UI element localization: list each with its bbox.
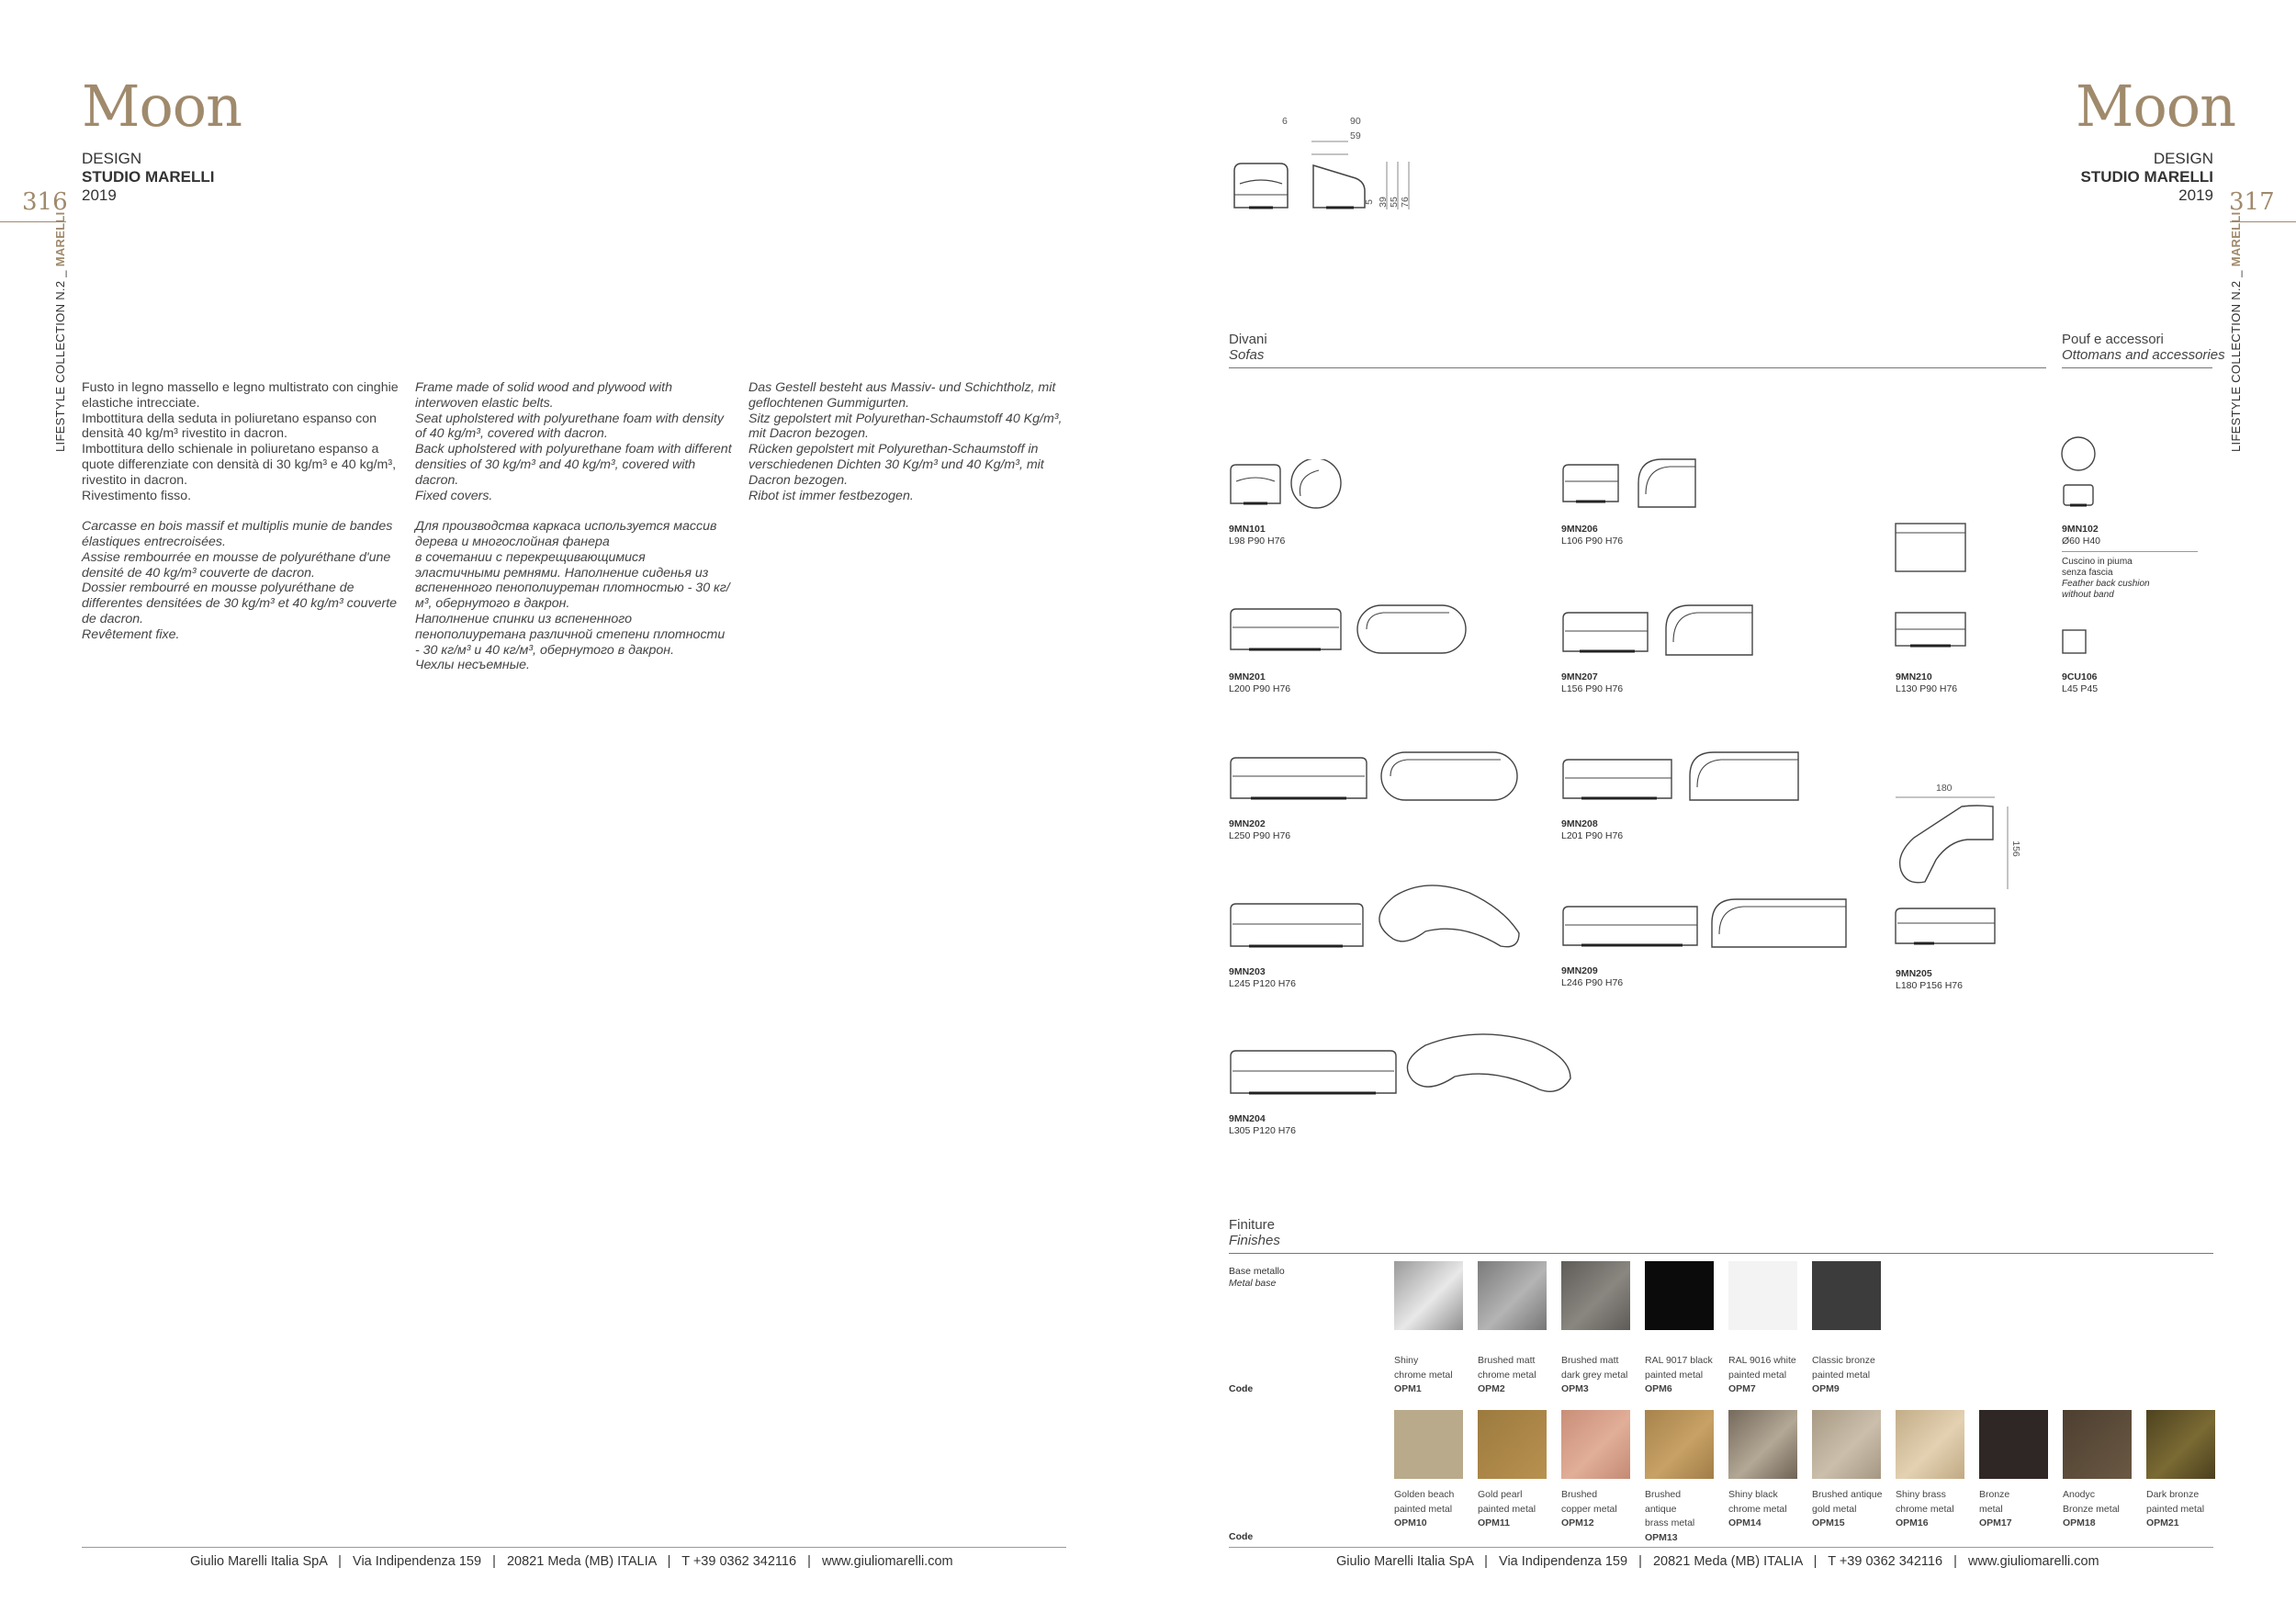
section-ottomans-it: Pouf e accessori: [2062, 332, 2164, 347]
page-number-right: 317: [2229, 188, 2275, 216]
swatch-material: chrome metal: [1394, 1369, 1453, 1381]
swatch-label-OPM17: [1979, 1488, 2053, 1531]
drawing-9MN209: [1561, 896, 1851, 953]
swatch-label-OPM12: [1561, 1488, 1635, 1531]
product-9MN101: [1229, 524, 1285, 547]
product-9MN203: [1229, 966, 1296, 989]
swatch-code: OPM11: [1478, 1517, 1511, 1528]
product-code: 9MN203: [1229, 966, 1266, 977]
code-label-row1: Code: [1229, 1383, 1254, 1394]
swatch-material: painted metal: [1394, 1503, 1453, 1515]
sofas-rule: [1229, 367, 2046, 368]
drawing-9MN102: [2061, 435, 2099, 511]
description-italian-french: [82, 380, 399, 658]
footer-rule-right: [1229, 1547, 2213, 1548]
ottomans-rule: [2062, 367, 2212, 368]
dim-5: 5: [1363, 199, 1375, 205]
swatch-OPM18: [2063, 1410, 2132, 1479]
swatch-material: painted metal: [1728, 1369, 1787, 1381]
swatch-OPM7: [1728, 1261, 1797, 1330]
drawing-9CU106: [2061, 628, 2088, 656]
product-code: 9MN202: [1229, 818, 1266, 829]
cushion-note-l4: without band: [2062, 590, 2114, 600]
drawing-9MN201: [1229, 602, 1472, 659]
product-code: 9MN201: [1229, 671, 1266, 682]
swatch-name: Brushed matt: [1478, 1355, 1536, 1366]
description-de: Das Gestell besteht aus Massiv- und Schichtholz, mit geflochtenen Gummigurten. Sitz gepolstert mit Polyurethan-Schaumstoff 40 Kg/m³, mit Dacron bezogen. Rücken gepolstert mit Polyurethan-Schaumstoff in verschiedenen Dichten 30 Kg/m³ und 40 Kg/m³, mit Dacron bezogen. Ribot ist immer festbezogen.: [748, 380, 1063, 503]
product-9MN201: [1229, 671, 1290, 694]
swatch-code: OPM13: [1645, 1531, 1678, 1543]
product-code: 9MN210: [1896, 671, 1932, 682]
drawing-9MN205-front: [1894, 905, 1999, 951]
swatch-label-OPM18: [2063, 1488, 2136, 1531]
product-dims: L250 P90 H76: [1229, 829, 1291, 841]
product-dims: L156 P90 H76: [1561, 682, 1624, 694]
swatch-name: Shiny: [1394, 1355, 1419, 1366]
swatch-OPM12: [1561, 1410, 1630, 1479]
product-code: 9MN209: [1561, 965, 1598, 976]
product-dims: L245 P120 H76: [1229, 977, 1296, 989]
swatch-name: RAL 9017 black: [1645, 1355, 1713, 1366]
product-code: 9MN208: [1561, 818, 1598, 829]
section-sofas-en: Sofas: [1229, 347, 1265, 363]
drawing-9MN210-front: [1894, 611, 1969, 653]
drawing-9MN202: [1229, 749, 1523, 806]
swatch-name: Brushed matt: [1561, 1355, 1619, 1366]
swatch-OPM9: [1812, 1261, 1881, 1330]
swatch-material: chrome metal: [1478, 1369, 1536, 1381]
product-9CU106: [2062, 671, 2098, 694]
side-label-right: [2229, 211, 2243, 452]
swatch-name: Brushed: [1561, 1489, 1598, 1500]
code-label-row2: Code: [1229, 1531, 1254, 1542]
swatch-label-OPM14: [1728, 1488, 1802, 1531]
design-label: DESIGN: [2153, 150, 2213, 167]
swatch-OPM3: [1561, 1261, 1630, 1330]
swatch-code: OPM12: [1561, 1517, 1594, 1528]
swatch-material: gold metal: [1812, 1503, 1857, 1515]
side-label-brand: MARELLI: [2229, 211, 2243, 267]
product-code: 9MN102: [2062, 524, 2099, 535]
swatch-name: Shiny black: [1728, 1489, 1778, 1500]
swatch-label-OPM9: [1812, 1354, 1885, 1397]
section-finishes-en: Finishes: [1229, 1233, 1280, 1248]
swatch-name: Anodyc: [2063, 1489, 2096, 1500]
swatch-code: OPM3: [1561, 1383, 1589, 1394]
swatch-code: OPM21: [2146, 1517, 2179, 1528]
description-english-russian: [415, 380, 732, 689]
metal-base-it: Base metallo: [1229, 1266, 1285, 1277]
armchair-side-view: [1308, 162, 1455, 219]
description-it: Fusto in legno massello e legno multistrato con cinghie elastiche intrecciate. Imbottitura della seduta in poliuretano espanso con densità 40 kg/m³ rivestito in dacron. Imbottitura dello schienale in poliuretano espanso a quote differenziate con densità di 30 kg/m³ e 40 kg/m³, rivestito in dacron. Rivestimento fisso.: [82, 380, 399, 503]
swatch-OPM2: [1478, 1261, 1547, 1330]
swatch-name: antique: [1645, 1503, 1677, 1515]
swatch-OPM21: [2146, 1410, 2215, 1479]
swatch-label-OPM1: [1394, 1354, 1468, 1397]
drawing-9MN203: [1229, 882, 1532, 955]
product-dims: L98 P90 H76: [1229, 535, 1286, 547]
section-sofas: [1229, 332, 1267, 363]
product-dims: L246 P90 H76: [1561, 976, 1624, 988]
product-dims: L130 P90 H76: [1896, 682, 1958, 694]
swatch-code: OPM2: [1478, 1383, 1505, 1394]
swatch-material: chrome metal: [1896, 1503, 1954, 1515]
swatch-OPM14: [1728, 1410, 1797, 1479]
dim-90: 90: [1350, 116, 1361, 127]
swatch-name-extra: Brushed: [1645, 1489, 1682, 1500]
swatch-material: painted metal: [1478, 1503, 1536, 1515]
section-sofas-it: Divani: [1229, 332, 1267, 347]
product-dims: Ø60 H40: [2062, 535, 2101, 547]
swatch-name: Shiny brass: [1896, 1489, 1946, 1500]
finishes-rule: [1229, 1253, 2213, 1254]
product-9MN204: [1229, 1113, 1296, 1136]
swatch-label-OPM16: [1896, 1488, 1969, 1531]
swatch-material: metal: [1979, 1503, 2003, 1515]
product-9MN102: [2062, 524, 2100, 547]
swatch-label-OPM7: [1728, 1354, 1802, 1397]
product-code: 9MN101: [1229, 524, 1266, 535]
swatch-name: Brushed antique: [1812, 1489, 1883, 1500]
side-label-left: [53, 211, 67, 452]
product-code: 9MN205: [1896, 968, 1932, 979]
designer-name: STUDIO MARELLI: [2080, 168, 2213, 186]
swatch-material: painted metal: [1645, 1369, 1704, 1381]
section-finishes-it: Finiture: [1229, 1217, 1276, 1233]
swatch-label-OPM6: [1645, 1354, 1718, 1397]
swatch-OPM11: [1478, 1410, 1547, 1479]
swatch-material: Bronze metal: [2063, 1503, 2120, 1515]
cushion-note-l2: senza fascia: [2062, 568, 2113, 578]
design-block-right: [2066, 150, 2213, 205]
swatch-OPM13: [1645, 1410, 1714, 1479]
swatch-code: OPM15: [1812, 1517, 1845, 1528]
product-9MN206: [1561, 524, 1623, 547]
swatch-code: OPM1: [1394, 1383, 1422, 1394]
product-dims: L45 P45: [2062, 682, 2099, 694]
description-ru: Для производства каркаса используется массив дерева и многослойная фанера в сочетании с перекрещивающимися эластичными ремнями. Наполнение сиденья из вспененного пенополиуретан плотностью - 30 кг/м³, обернутого в дакрон. Наполнение спинки из вспененного пенополиуретана различной степени плотности - 30 кг/м³ и 40 кг/м³, обернутого в дакрон. Чехлы несъемные.: [415, 519, 730, 673]
swatch-OPM17: [1979, 1410, 2048, 1479]
swatch-material: painted metal: [2146, 1503, 2205, 1515]
swatch-OPM10: [1394, 1410, 1463, 1479]
page-title-right: Moon: [2076, 73, 2236, 140]
swatch-OPM6: [1645, 1261, 1714, 1330]
swatch-code: OPM17: [1979, 1517, 2012, 1528]
page-title-left: Moon: [82, 73, 242, 140]
swatch-label-OPM13: [1645, 1488, 1718, 1545]
swatch-material: dark grey metal: [1561, 1369, 1628, 1381]
product-dims: L106 P90 H76: [1561, 535, 1624, 547]
product-9MN210: [1896, 671, 1957, 694]
design-year: 2019: [82, 186, 117, 204]
swatch-name: Golden beach: [1394, 1489, 1455, 1500]
product-dims: L180 P156 H76: [1896, 979, 1963, 991]
drawing-9MN204: [1229, 1029, 1578, 1102]
product-9MN207: [1561, 671, 1623, 694]
section-ottomans-en: Ottomans and accessories: [2062, 347, 2225, 363]
drawing-9MN210-top: [1894, 522, 1969, 575]
footer-rule-left: [82, 1547, 1066, 1548]
design-block-left: [82, 150, 215, 205]
swatch-label-OPM10: [1394, 1488, 1468, 1531]
swatch-material: copper metal: [1561, 1503, 1617, 1515]
page-number-left: 316: [22, 188, 68, 216]
swatch-name: Classic bronze: [1812, 1355, 1875, 1366]
metal-base-label: [1229, 1266, 1285, 1289]
product-dims: L201 P90 H76: [1561, 829, 1624, 841]
swatch-code: OPM9: [1812, 1383, 1840, 1394]
product-9MN205: [1896, 968, 1963, 991]
footer-right: Giulio Marelli Italia SpA | Via Indipendenza 159 | 20821 Meda (MB) ITALIA | T +39 0362 342116 | www.giuliomarelli.com: [1336, 1554, 2099, 1569]
product-code: 9MN206: [1561, 524, 1598, 535]
footer-left: Giulio Marelli Italia SpA | Via Indipendenza 159 | 20821 Meda (MB) ITALIA | T +39 0362 342116 | www.giuliomarelli.com: [190, 1554, 953, 1569]
swatch-code: OPM16: [1896, 1517, 1929, 1528]
dim-156: 156: [2009, 840, 2021, 857]
dim-55: 55: [1388, 197, 1400, 208]
swatch-code: OPM14: [1728, 1517, 1761, 1528]
description-fr: Carcasse en bois massif et multiplis munie de bandes élastiques entrecroisées. Assise rembourrée en mousse de polyuréthane d'une densité de 40 kg/m³ couverte de dacron. Dossier rembourré en mousse polyuréthane de differentes densitées de 30 kg/m³ et 40 kg/m³ couverte de dacron. Revêtement fixe.: [82, 519, 398, 642]
dim-76: 76: [1399, 197, 1411, 208]
design-label: DESIGN: [82, 150, 142, 167]
swatch-name: Bronze: [1979, 1489, 2010, 1500]
drawing-9MN206: [1561, 457, 1699, 511]
side-label-prefix: LIFESTYLE COLLECTION N.2 _: [53, 266, 67, 452]
swatch-code: OPM6: [1645, 1383, 1672, 1394]
swatch-OPM15: [1812, 1410, 1881, 1479]
cushion-note: [2062, 557, 2150, 601]
designer-name: STUDIO MARELLI: [82, 168, 215, 186]
metal-base-en: Metal base: [1229, 1277, 1277, 1289]
swatch-name: Gold pearl: [1478, 1489, 1523, 1500]
cushion-note-l1: Cuscino in piuma: [2062, 557, 2133, 567]
side-label-prefix: LIFESTYLE COLLECTION N.2 _: [2229, 266, 2243, 452]
swatch-OPM16: [1896, 1410, 1964, 1479]
section-finishes: [1229, 1217, 1280, 1248]
drawing-9MN101: [1229, 459, 1367, 513]
swatch-label-OPM2: [1478, 1354, 1551, 1397]
product-9MN208: [1561, 818, 1623, 841]
swatch-label-OPM3: [1561, 1354, 1635, 1397]
cushion-note-l3: Feather back cushion: [2062, 579, 2150, 589]
swatch-material: brass metal: [1645, 1517, 1695, 1528]
product-dims: L305 P120 H76: [1229, 1124, 1296, 1136]
swatch-name: Dark bronze: [2146, 1489, 2200, 1500]
product-code: 9MN204: [1229, 1113, 1266, 1124]
description-german: [748, 380, 1065, 519]
product-code: 9CU106: [2062, 671, 2098, 682]
drawing-9MN208: [1561, 749, 1805, 806]
drawing-9MN207: [1561, 602, 1759, 659]
design-year: 2019: [2178, 186, 2213, 204]
swatch-code: OPM10: [1394, 1517, 1427, 1528]
swatch-name: RAL 9016 white: [1728, 1355, 1796, 1366]
product-code: 9MN207: [1561, 671, 1598, 682]
swatch-label-OPM21: [2146, 1488, 2220, 1531]
swatch-code: OPM7: [1728, 1383, 1756, 1394]
dim-180: 180: [1936, 783, 1953, 794]
swatch-material: painted metal: [1812, 1369, 1871, 1381]
swatch-material: chrome metal: [1728, 1503, 1787, 1515]
dim-6: 6: [1282, 116, 1288, 127]
product-dims: L200 P90 H76: [1229, 682, 1291, 694]
swatch-label-OPM11: [1478, 1488, 1551, 1531]
description-en: Frame made of solid wood and plywood with interwoven elastic belts. Seat upholstered with polyurethane foam with density of 40 kg/m³, covered with dacron. Back upholstered with polyurethane foam with different densities of 30 kg/m³ and 40 kg/m³, covered with dacron. Fixed covers.: [415, 380, 732, 503]
swatch-OPM1: [1394, 1261, 1463, 1330]
section-ottomans: [2062, 332, 2225, 363]
product-9MN209: [1561, 965, 1623, 988]
swatch-code: OPM18: [2063, 1517, 2096, 1528]
product-9MN202: [1229, 818, 1290, 841]
swatch-label-OPM15: [1812, 1488, 1885, 1531]
dim-39: 39: [1377, 197, 1389, 208]
dim-59: 59: [1350, 130, 1361, 141]
drawing-9MN205-top: [1894, 794, 2013, 895]
side-label-brand: MARELLI: [53, 211, 67, 267]
ottoman-rule: [2062, 551, 2198, 552]
